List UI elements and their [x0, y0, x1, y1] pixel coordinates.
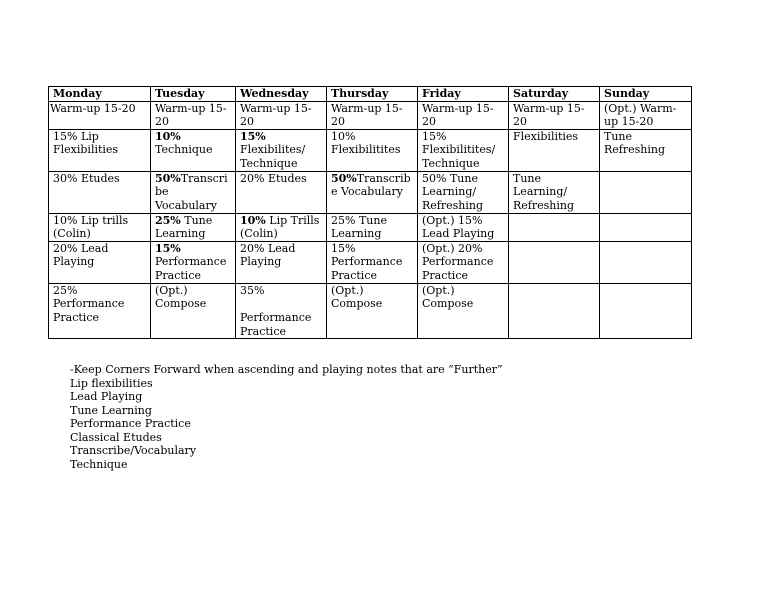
- percentage-bold: 15%: [240, 129, 266, 143]
- cell-fragment: 15% Flexibilitites/ Technique: [422, 129, 496, 170]
- cell-fragment: 20% Lead Playing: [240, 241, 299, 269]
- schedule-cell-tuesday: [151, 213, 236, 241]
- practice-schedule-table: [48, 86, 692, 339]
- cell-fragment: Warm-up 15-20: [513, 101, 585, 129]
- note-list-item: Transcribe/Vocabulary: [70, 444, 197, 457]
- cell-fragment: (Opt.) 15% Lead Playing: [422, 213, 495, 241]
- cell-text: [155, 172, 232, 213]
- cell-fragment: Flexibilites/ Technique: [240, 143, 306, 170]
- cell-fragment: Tune Learning: [155, 213, 216, 241]
- day-header-thursday: Thursday: [327, 87, 418, 102]
- schedule-cell-sunday: [600, 101, 692, 129]
- schedule-cell-friday: [418, 241, 509, 283]
- schedule-cell-monday: [49, 241, 151, 283]
- day-header-friday: Friday: [418, 87, 509, 102]
- cell-fragment: Performance Practice: [155, 255, 227, 282]
- note-list-item: Technique: [70, 457, 128, 471]
- schedule-cell-saturday: [509, 283, 600, 338]
- cell-text: [240, 242, 323, 269]
- percentage-bold: 10%: [155, 129, 181, 143]
- cell-text: [331, 242, 414, 283]
- schedule-cell-tuesday: [151, 129, 236, 171]
- schedule-cell-sunday: [600, 283, 692, 338]
- cell-text: [422, 242, 505, 283]
- schedule-cell-friday: [418, 101, 509, 129]
- schedule-cell-wednesday: [236, 241, 327, 283]
- cell-text: [53, 242, 147, 269]
- cell-text: [331, 284, 414, 311]
- cell-fragment: Flexibilities: [513, 129, 579, 143]
- schedule-cell-thursday: [327, 171, 418, 213]
- schedule-cell-sunday: [600, 171, 692, 213]
- day-header-monday: Monday: [49, 87, 151, 102]
- cell-text: [331, 102, 414, 129]
- schedule-cell-thursday: [327, 101, 418, 129]
- schedule-cell-monday: [49, 213, 151, 241]
- cell-text: [53, 130, 147, 157]
- day-header-sunday: Sunday: [600, 87, 692, 102]
- percentage-bold: 50%: [331, 171, 357, 185]
- schedule-cell-thursday: [327, 241, 418, 283]
- cell-text: [50, 102, 147, 116]
- cell-fragment: (Opt.) Compose: [422, 283, 474, 311]
- schedule-cell-monday: [49, 101, 151, 129]
- cell-fragment: Technique: [155, 143, 213, 157]
- cell-text: [240, 214, 323, 241]
- cell-text: [155, 102, 232, 129]
- schedule-cell-saturday: [509, 241, 600, 283]
- schedule-cell-tuesday: [151, 283, 236, 338]
- schedule-cell-saturday: [509, 129, 600, 171]
- cell-fragment: 15% Lip Flexibilities: [53, 129, 119, 157]
- cell-fragment: (Opt.) Compose: [155, 283, 207, 311]
- table-row: [49, 101, 692, 129]
- cell-text: [422, 172, 505, 213]
- cell-fragment: Transcribe Vocabulary: [155, 171, 228, 212]
- note-list-item: Lip flexibilities: [70, 376, 153, 390]
- cell-fragment: 25% Performance Practice: [53, 283, 125, 324]
- schedule-cell-thursday: [327, 129, 418, 171]
- cell-text: [240, 284, 323, 338]
- cell-fragment: Transcribe Vocabulary: [331, 171, 411, 199]
- schedule-cell-sunday: [600, 213, 692, 241]
- schedule-cell-friday: [418, 129, 509, 171]
- schedule-cell-tuesday: [151, 241, 236, 283]
- cell-fragment: Warm-up 15-20: [331, 101, 403, 129]
- cell-fragment: Tune Refreshing: [604, 129, 666, 157]
- schedule-cell-friday: [418, 283, 509, 338]
- cell-fragment: (Opt.) 20% Performance Practice: [422, 241, 497, 282]
- cell-fragment: Lip Trills (Colin): [240, 213, 323, 241]
- practice-notes: [70, 363, 503, 471]
- schedule-cell-wednesday: [236, 213, 327, 241]
- cell-fragment: (Opt.) Warm-up 15-20: [604, 101, 677, 129]
- note-list-item: Classical Etudes: [70, 430, 162, 444]
- note-instruction: -Keep Corners Forward when ascending and playing notes that are “Further”: [70, 363, 503, 376]
- cell-text: [513, 130, 596, 144]
- schedule-cell-wednesday: [236, 171, 327, 213]
- note-list-item: Performance Practice: [70, 417, 191, 430]
- note-list-item: Tune Learning: [70, 403, 152, 417]
- cell-text: [155, 242, 232, 283]
- cell-text: [155, 214, 232, 241]
- table-row: [49, 129, 692, 171]
- cell-fragment: 30% Etudes: [53, 171, 120, 185]
- schedule-cell-monday: [49, 171, 151, 213]
- table-header-row: [49, 87, 692, 102]
- cell-fragment: 20% Lead Playing: [53, 241, 112, 269]
- cell-text: [513, 102, 596, 129]
- schedule-cell-monday: [49, 283, 151, 338]
- schedule-cell-thursday: [327, 283, 418, 338]
- percentage-bold: 15%: [155, 241, 181, 255]
- schedule-cell-friday: [418, 213, 509, 241]
- cell-text: [422, 284, 505, 311]
- day-header-tuesday: Tuesday: [151, 87, 236, 102]
- cell-text: [422, 102, 505, 129]
- cell-fragment: 10% Lip trills (Colin): [53, 213, 132, 241]
- cell-fragment: 20% Etudes: [240, 171, 307, 185]
- cell-fragment: 35%: [240, 283, 265, 297]
- day-header-wednesday: Wednesday: [236, 87, 327, 102]
- cell-text: [331, 214, 414, 241]
- cell-text: [240, 172, 323, 186]
- table-row: [49, 171, 692, 213]
- table-row: [49, 283, 692, 338]
- schedule-cell-friday: [418, 171, 509, 213]
- cell-text: [53, 172, 147, 186]
- cell-text: [240, 102, 323, 129]
- cell-fragment: Warm-up 15-20: [50, 101, 136, 115]
- table-row: [49, 241, 692, 283]
- percentage-bold: 10%: [240, 213, 266, 227]
- cell-text: [240, 130, 323, 171]
- percentage-bold: 25%: [155, 213, 181, 227]
- table-row: [49, 213, 692, 241]
- cell-fragment: Tune Learning/ Refreshing: [513, 171, 575, 212]
- table-body: [49, 101, 692, 339]
- cell-text: [155, 284, 232, 311]
- cell-text: [53, 214, 147, 241]
- cell-fragment: Warm-up 15-20: [240, 101, 312, 129]
- cell-text: [331, 130, 414, 157]
- cell-text: [422, 130, 505, 171]
- schedule-cell-sunday: [600, 129, 692, 171]
- schedule-cell-tuesday: [151, 171, 236, 213]
- note-list-item: Lead Playing: [70, 390, 143, 403]
- cell-fragment: 25% Tune Learning: [331, 213, 391, 241]
- schedule-cell-saturday: [509, 171, 600, 213]
- cell-text: [604, 130, 688, 157]
- cell-fragment: 50% Tune Learning/ Refreshing: [422, 171, 484, 212]
- cell-fragment: (Opt.) Compose: [331, 283, 383, 311]
- schedule-cell-wednesday: [236, 129, 327, 171]
- cell-fragment: Performance Practice: [240, 310, 315, 338]
- cell-text: [53, 284, 147, 325]
- cell-text: [331, 172, 414, 199]
- day-header-saturday: Saturday: [509, 87, 600, 102]
- cell-text: [155, 130, 232, 157]
- blank-line: [240, 297, 323, 311]
- cell-text: [513, 172, 596, 213]
- schedule-cell-thursday: [327, 213, 418, 241]
- schedule-cell-tuesday: [151, 101, 236, 129]
- schedule-cell-monday: [49, 129, 151, 171]
- cell-fragment: 10% Flexibilitites: [331, 129, 401, 157]
- schedule-cell-saturday: [509, 213, 600, 241]
- cell-fragment: Warm-up 15-20: [422, 101, 494, 129]
- schedule-cell-saturday: [509, 101, 600, 129]
- cell-fragment: Warm-up 15-20: [155, 101, 227, 129]
- cell-text: [604, 102, 688, 129]
- schedule-cell-wednesday: [236, 283, 327, 338]
- cell-fragment: 15% Performance Practice: [331, 241, 403, 282]
- schedule-cell-sunday: [600, 241, 692, 283]
- cell-text: [422, 214, 505, 241]
- percentage-bold: 50%: [155, 171, 181, 185]
- schedule-cell-wednesday: [236, 101, 327, 129]
